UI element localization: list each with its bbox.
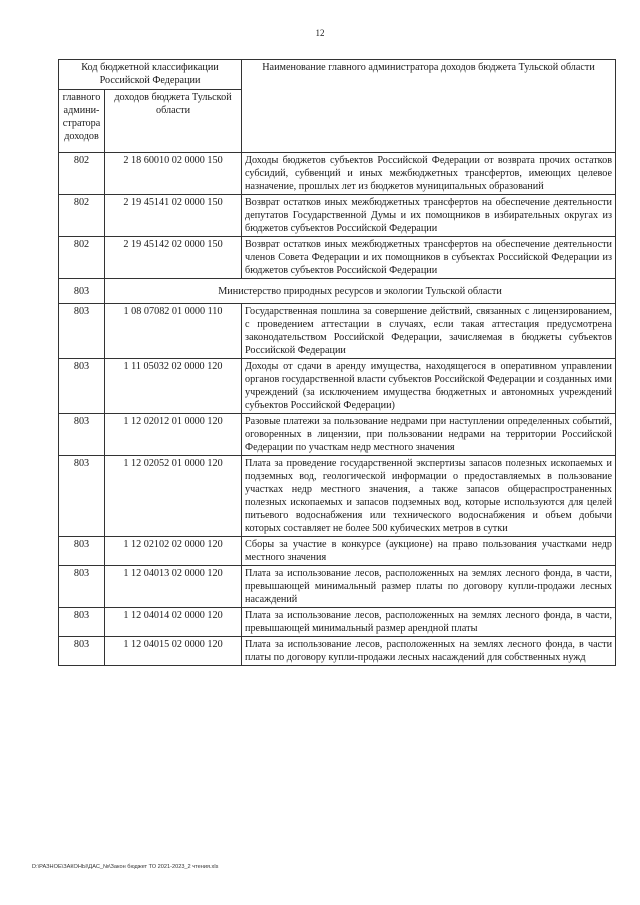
header-administrator-name: Наименование главного администратора доходов бюджета Тульской области xyxy=(242,60,616,153)
revenue-name-cell: Плата за использование лесов, расположенных на землях лесного фонда, в части, превышающей минимальный размер арендной платы xyxy=(242,608,616,637)
revenue-name-cell: Сборы за участие в конкурсе (аукционе) на право пользования участками недр местного значения xyxy=(242,537,616,566)
table-row xyxy=(59,566,616,608)
admin-code-cell: 803 xyxy=(59,637,105,666)
admin-code-cell: 803 xyxy=(59,537,105,566)
admin-code-cell: 803 xyxy=(59,456,105,537)
revenue-name-cell: Плата за использование лесов, расположенных на землях лесного фонда, в части, превышающей минимальный размер платы по договору купли-продажи лесных насаждений xyxy=(242,566,616,608)
revenue-code-cell: 1 12 02102 02 0000 120 xyxy=(105,537,242,566)
admin-code-cell: 803 xyxy=(59,359,105,414)
revenue-name-cell: Возврат остатков иных межбюджетных трансфертов на обеспечение деятельности депутатов Государственной Думы и их помощников в избирательных округах из бюджетов субъектов Российской Федерации xyxy=(242,195,616,237)
table-row xyxy=(59,414,616,456)
admin-code-cell: 802 xyxy=(59,237,105,279)
revenue-code-cell: 1 12 04013 02 0000 120 xyxy=(105,566,242,608)
footer-file-path: D:\РАЗНОЕ\ЗАКОНЫ\ДАС_№\Закон бюджет ТО 2021-2023_2 чтения.xls xyxy=(32,864,219,870)
table-row xyxy=(59,304,616,359)
table-row xyxy=(59,637,616,666)
revenue-name-cell: Государственная пошлина за совершение действий, связанных с лицензированием, с проведением аттестации в случаях, если такая аттестация предусмотрена законодательством Российской Федерации, зачисляемая в бюджеты субъектов Российской Федерации xyxy=(242,304,616,359)
revenue-code-cell: 1 12 04015 02 0000 120 xyxy=(105,637,242,666)
table-row xyxy=(59,153,616,195)
revenue-name-cell: Плата за использование лесов, расположенных на землях лесного фонда, в части платы по договору купли-продажи лесных насаждений для собственных нужд xyxy=(242,637,616,666)
page-number: 12 xyxy=(315,28,325,38)
table-row xyxy=(59,608,616,637)
admin-code-cell: 802 xyxy=(59,153,105,195)
revenue-code-cell: 2 19 45142 02 0000 150 xyxy=(105,237,242,279)
table-row xyxy=(59,237,616,279)
revenue-code-cell: 2 19 45141 02 0000 150 xyxy=(105,195,242,237)
revenue-name-cell: Доходы от сдачи в аренду имущества, находящегося в оперативном управлении органов государственной власти субъектов Российской Федерации и созданных ими учреждений (за исключением имущества бюджетных и автономных учреждений субъектов Российской Федерации) xyxy=(242,359,616,414)
admin-code-cell: 803 xyxy=(59,566,105,608)
ministry-title: Министерство природных ресурсов и экологии Тульской области xyxy=(105,279,616,304)
revenue-name-cell: Доходы бюджетов субъектов Российской Федерации от возврата прочих остатков субсидий, субвенций и иных межбюджетных трансфертов, имеющих целевое назначение, прошлых лет из бюджетов муниципальных образований xyxy=(242,153,616,195)
admin-code-cell: 803 xyxy=(59,279,105,304)
revenue-name-cell: Возврат остатков иных межбюджетных трансфертов на обеспечение деятельности членов Совета Федерации и их помощников в субъектах Российской Федерации из бюджетов субъектов Российской Федерации xyxy=(242,237,616,279)
table-body xyxy=(59,153,616,666)
revenue-code-cell: 1 08 07082 01 0000 110 xyxy=(105,304,242,359)
table-row xyxy=(59,359,616,414)
admin-code-cell: 803 xyxy=(59,414,105,456)
ministry-row xyxy=(59,279,616,304)
admin-code-cell: 802 xyxy=(59,195,105,237)
revenue-code-cell: 1 11 05032 02 0000 120 xyxy=(105,359,242,414)
revenue-name-cell: Разовые платежи за пользование недрами при наступлении определенных событий, оговоренных в лицензии, при пользовании недрами на территории Российской Федерации по участкам недр местного значения xyxy=(242,414,616,456)
revenue-administrators-table xyxy=(58,59,616,666)
revenue-code-cell: 1 12 02052 01 0000 120 xyxy=(105,456,242,537)
revenue-code-cell: 1 12 04014 02 0000 120 xyxy=(105,608,242,637)
revenue-name-cell: Плата за проведение государственной экспертизы запасов полезных ископаемых и подземных вод, геологической информации о предоставляемых в пользование участках недр местного значения, а также запасов общераспространенных полезных ископаемых и запасов подземных вод, которые используются для целей питьевого водоснабжения или технического водоснабжения и объем добычи которых составляет не более 500 кубических метров в сутки xyxy=(242,456,616,537)
table-row xyxy=(59,456,616,537)
header-code-group: Код бюджетной классификации Российской Федерации xyxy=(59,60,242,90)
admin-code-cell: 803 xyxy=(59,608,105,637)
header-admin-code: главного админи-стратора доходов xyxy=(59,90,105,153)
revenue-code-cell: 2 18 60010 02 0000 150 xyxy=(105,153,242,195)
admin-code-cell: 803 xyxy=(59,304,105,359)
header-revenue-code: доходов бюджета Тульской области xyxy=(105,90,242,153)
table-row xyxy=(59,537,616,566)
table-row xyxy=(59,195,616,237)
revenue-code-cell: 1 12 02012 01 0000 120 xyxy=(105,414,242,456)
